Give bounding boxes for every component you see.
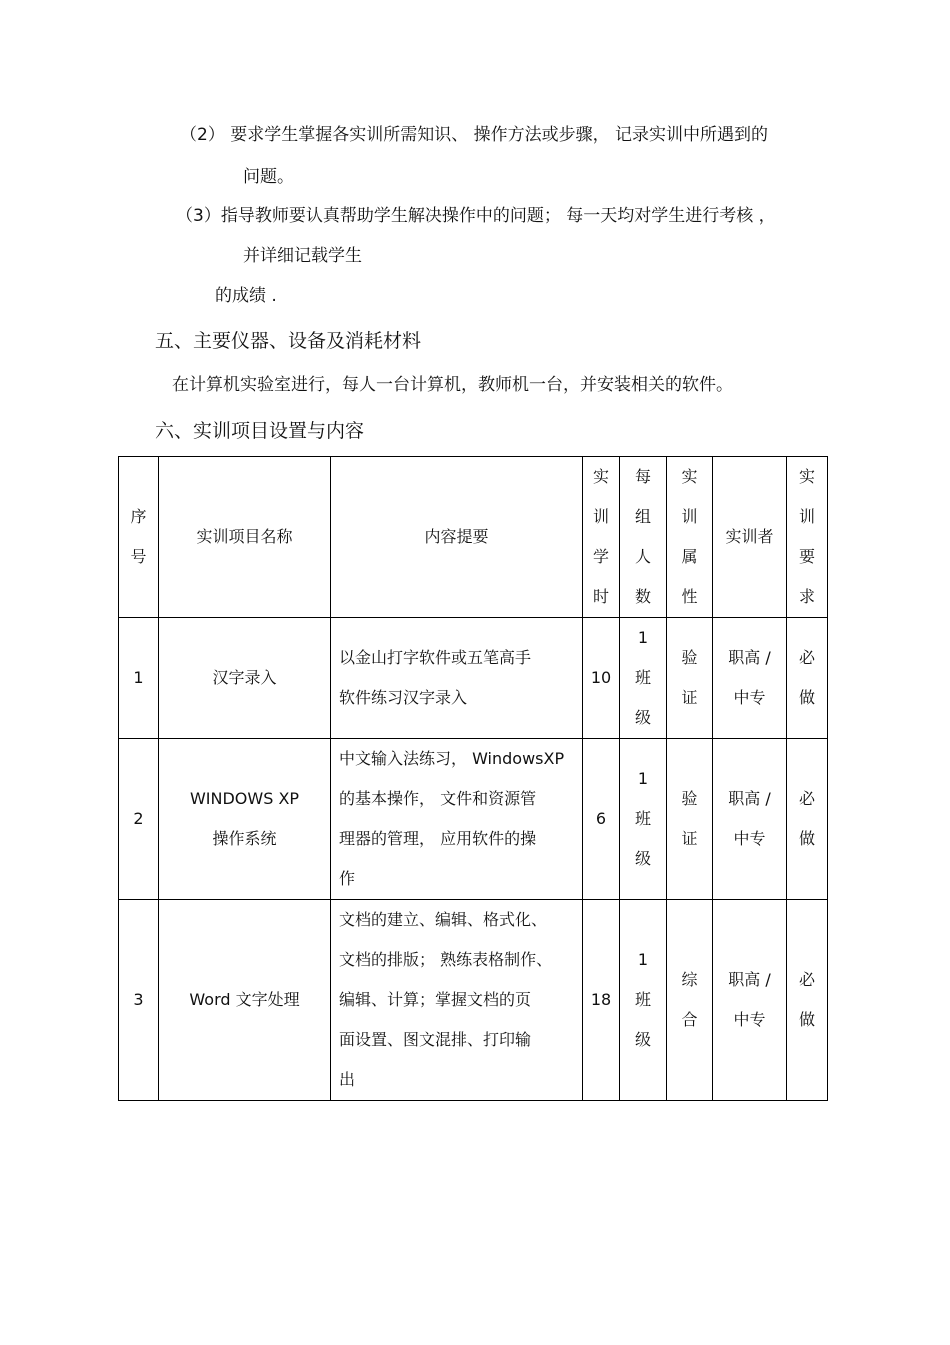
row-1-group-line: 班 xyxy=(634,668,651,687)
paragraph-2-line-1: （2） 要求学生掌握各实训所需知识、 操作方法或步骤， 记录实训中所遇到的 xyxy=(180,125,769,145)
table-row xyxy=(119,618,828,739)
row-2-name-line: WINDOWS XP xyxy=(189,789,300,808)
row-2-group-line: 级 xyxy=(634,849,651,868)
row-1-trainee-line: 中专 xyxy=(733,688,766,707)
row-1-trainee-line: 职高 / xyxy=(728,648,771,667)
row-2-hours: 6 xyxy=(583,739,620,900)
header-trainee: 实训者 xyxy=(725,527,774,546)
row-3-group-line: 班 xyxy=(634,990,651,1009)
row-2-summary-line: 中文输入法练习， WindowsXP xyxy=(339,749,565,768)
row-1-group-line: 1 xyxy=(637,628,649,647)
row-3-summary-line: 出 xyxy=(339,1070,356,1089)
row-3-summary-line: 面设置、图文混排、打印输 xyxy=(339,1030,532,1049)
row-1-hours: 10 xyxy=(583,618,620,739)
row-1-name: 汉字录入 xyxy=(159,618,331,739)
section-6-heading: 六、实训项目设置与内容 xyxy=(155,420,365,442)
row-3-name: Word 文字处理 xyxy=(159,900,331,1101)
row-3-group-line: 1 xyxy=(637,950,649,969)
row-1-requirement: 必做 xyxy=(798,648,815,707)
row-3-summary-line: 文档的建立、编辑、格式化、 xyxy=(339,910,548,929)
row-3-attribute: 综合 xyxy=(681,970,698,1029)
section-5-text: 在计算机实验室进行，每人一台计算机，教师机一台，并安装相关的软件。 xyxy=(172,375,733,395)
paragraph-2-line-2: 问题。 xyxy=(243,167,294,187)
header-hours: 实训学时 xyxy=(592,467,609,606)
row-3-summary-line: 文档的排版； 熟练表格制作、 xyxy=(339,950,553,969)
row-2-requirement: 必做 xyxy=(798,789,815,848)
paragraph-3-line-2: 并详细记载学生 xyxy=(243,246,362,266)
row-1-index: 1 xyxy=(119,618,159,739)
row-2-summary-line: 理器的管理， 应用软件的操 xyxy=(339,829,537,848)
table-row xyxy=(119,739,828,900)
row-2-name-line: 操作系统 xyxy=(212,829,277,848)
row-1-attribute: 验证 xyxy=(681,648,698,707)
row-3-requirement: 必做 xyxy=(798,970,815,1029)
header-requirement: 实训要求 xyxy=(798,467,815,606)
paragraph-3-line-1: （3）指导教师要认真帮助学生解决操作中的问题； 每一天均对学生进行考核 ， xyxy=(176,206,776,226)
row-1-summary-line: 以金山打字软件或五笔高手 xyxy=(339,648,532,667)
header-index: 序号 xyxy=(130,507,147,566)
row-3-hours: 18 xyxy=(583,900,620,1101)
row-1-group-line: 级 xyxy=(634,708,651,727)
row-2-index: 2 xyxy=(119,739,159,900)
row-3-summary-line: 编辑、计算；掌握文档的页 xyxy=(339,990,532,1009)
paragraph-3-line-3: 的成绩 . xyxy=(215,286,277,306)
row-3-group-line: 级 xyxy=(634,1030,651,1049)
header-name: 实训项目名称 xyxy=(196,527,293,546)
row-2-group-line: 班 xyxy=(634,809,651,828)
row-3-index: 3 xyxy=(119,900,159,1101)
header-summary: 内容提要 xyxy=(424,527,489,546)
row-1-summary-line: 软件练习汉字录入 xyxy=(339,688,468,707)
row-2-trainee-line: 职高 / xyxy=(728,789,771,808)
row-2-summary-line: 作 xyxy=(339,869,356,888)
row-2-summary-line: 的基本操作， 文件和资源管 xyxy=(339,789,537,808)
table-row xyxy=(119,900,828,1101)
row-2-trainee-line: 中专 xyxy=(733,829,766,848)
row-2-attribute: 验证 xyxy=(681,789,698,848)
row-3-trainee-line: 中专 xyxy=(733,1010,766,1029)
header-group: 每组人数 xyxy=(634,467,651,606)
training-projects-table xyxy=(118,456,828,1101)
section-5-heading: 五、主要仪器、设备及消耗材料 xyxy=(155,330,422,352)
row-2-group-line: 1 xyxy=(637,769,649,788)
row-3-trainee-line: 职高 / xyxy=(728,970,771,989)
table-header-row xyxy=(119,457,828,618)
header-attribute: 实训属性 xyxy=(681,467,698,606)
